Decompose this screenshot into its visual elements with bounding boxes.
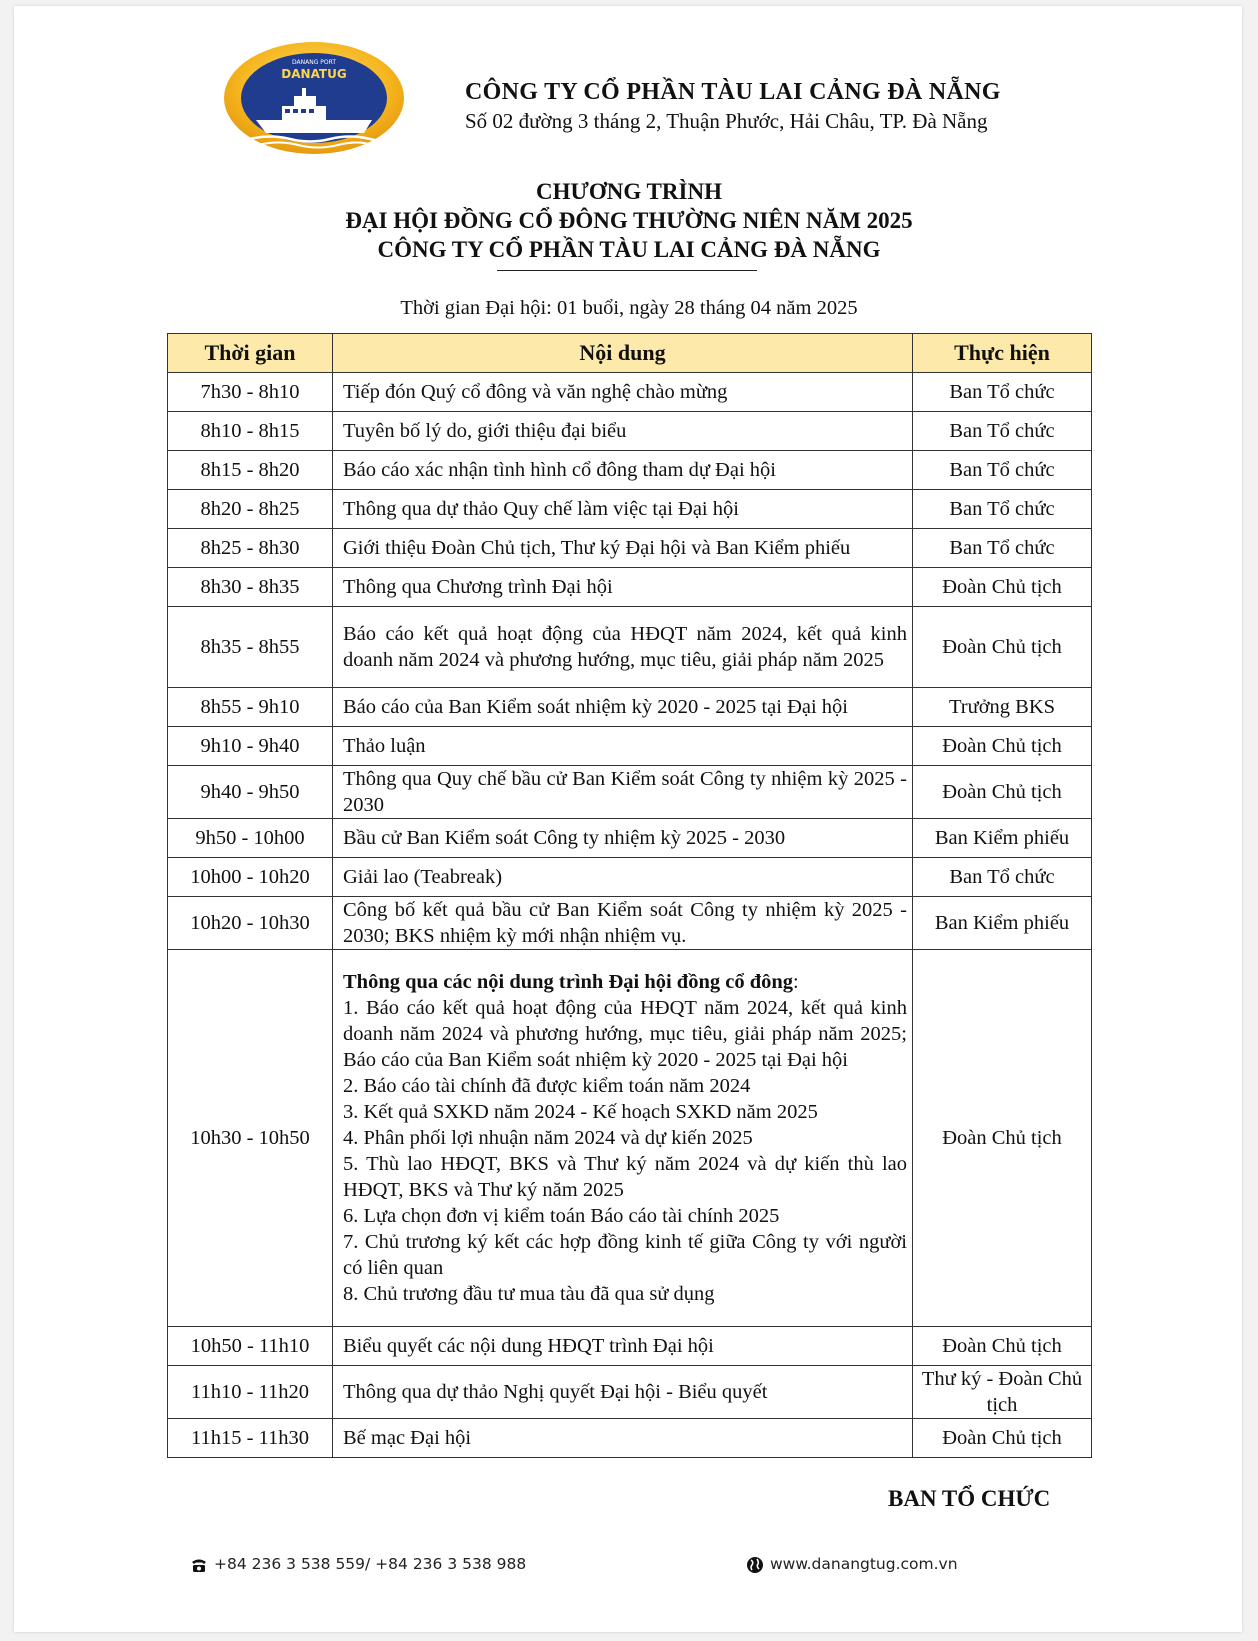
- list-item: 8. Chủ trương đầu tư mua tàu đã qua sử dụng: [343, 1283, 715, 1305]
- website-url[interactable]: www.danangtug.com.vn: [770, 1555, 958, 1573]
- row-time: 8h25 - 8h30: [168, 529, 333, 568]
- row-performer: Ban Tổ chức: [913, 412, 1092, 451]
- meeting-time: Thời gian Đại hội: 01 buổi, ngày 28 tháng 04 năm 2025: [400, 297, 858, 319]
- organizing-committee-signature: BAN TỔ CHỨC: [888, 1486, 1051, 1511]
- row-content: Tiếp đón Quý cổ đông và văn nghệ chào mừng: [333, 373, 913, 412]
- row-performer: Thư ký - Đoàn Chủ tịch: [913, 1366, 1092, 1419]
- row-performer: Ban Kiểm phiếu: [913, 819, 1092, 858]
- row-content: Thông qua dự thảo Quy chế làm việc tại Đại hội: [333, 490, 913, 529]
- row-time: 10h00 - 10h20: [168, 858, 333, 897]
- table-row: [168, 568, 1092, 607]
- row-content: Thảo luận: [333, 727, 913, 766]
- row-time: 8h20 - 8h25: [168, 490, 333, 529]
- row-performer: Đoàn Chủ tịch: [913, 766, 1092, 819]
- table-row: [168, 529, 1092, 568]
- company-address: Số 02 đường 3 tháng 2, Thuận Phước, Hải Châu, TP. Đà Nẵng: [465, 109, 988, 133]
- phone-numbers: +84 236 3 538 559/ +84 236 3 538 988: [214, 1555, 527, 1573]
- table-header-row: [168, 334, 1092, 373]
- row-performer: Đoàn Chủ tịch: [913, 727, 1092, 766]
- list-intro-bold: Thông qua các nội dung trình Đại hội đồng cổ đông: [343, 971, 793, 993]
- list-item: 3. Kết quả SXKD năm 2024 - Kế hoạch SXKD năm 2025: [343, 1101, 818, 1123]
- footer-phone: [190, 1555, 526, 1573]
- table-row: [168, 1327, 1092, 1366]
- table-row: [168, 412, 1092, 451]
- row-content: Công bố kết quả bầu cử Ban Kiểm soát Công ty nhiệm kỳ 2025 - 2030; BKS nhiệm kỳ mới nhận nhiệm vụ.: [333, 897, 913, 950]
- row-content: Biểu quyết các nội dung HĐQT trình Đại hội: [333, 1327, 913, 1366]
- row-performer: Đoàn Chủ tịch: [913, 1419, 1092, 1458]
- row-performer: Ban Kiểm phiếu: [913, 897, 1092, 950]
- row-time: 8h55 - 9h10: [168, 688, 333, 727]
- list-intro: [343, 969, 907, 995]
- row-performer: Đoàn Chủ tịch: [913, 607, 1092, 688]
- row-time: 8h15 - 8h20: [168, 451, 333, 490]
- table-row: [168, 727, 1092, 766]
- row-content: Giải lao (Teabreak): [333, 858, 913, 897]
- svg-text:DANANG PORT: DANANG PORT: [292, 59, 336, 66]
- row-time: 8h30 - 8h35: [168, 568, 333, 607]
- title-line-3: CÔNG TY CỔ PHẦN TÀU LAI CẢNG ĐÀ NẴNG: [377, 237, 881, 262]
- row-time: 7h30 - 8h10: [168, 373, 333, 412]
- row-time: 9h50 - 10h00: [168, 819, 333, 858]
- list-intro-colon: :: [793, 971, 799, 993]
- globe-icon: [746, 1556, 764, 1574]
- row-content-list: [333, 950, 913, 1327]
- table-row: [168, 373, 1092, 412]
- header-content: Nội dung: [333, 334, 913, 373]
- footer-website: [746, 1555, 958, 1574]
- list-item: 5. Thù lao HĐQT, BKS và Thư ký năm 2024 và dự kiến thù lao HĐQT, BKS và Thư ký năm 2025: [343, 1153, 907, 1201]
- list-item: 1. Báo cáo kết quả hoạt động của HĐQT năm 2024, kết quả kinh doanh năm 2024 và phương hướng, mục tiêu, giải pháp năm 2025; Báo cáo của Ban Kiểm soát nhiệm kỳ 2020 - 2025 tại Đại hội: [343, 997, 907, 1071]
- list-item: 2. Báo cáo tài chính đã được kiểm toán năm 2024: [343, 1075, 751, 1097]
- row-performer: Ban Tổ chức: [913, 858, 1092, 897]
- header-time: Thời gian: [168, 334, 333, 373]
- table-row: [168, 1419, 1092, 1458]
- row-time: 9h40 - 9h50: [168, 766, 333, 819]
- row-time: 8h35 - 8h55: [168, 607, 333, 688]
- danatug-logo: [222, 40, 406, 156]
- row-time: 10h50 - 11h10: [168, 1327, 333, 1366]
- row-time: 9h10 - 9h40: [168, 727, 333, 766]
- row-performer: Ban Tổ chức: [913, 529, 1092, 568]
- table-row: [168, 950, 1092, 1327]
- table-row: [168, 688, 1092, 727]
- title-underline: [497, 270, 757, 271]
- table-row: [168, 1366, 1092, 1419]
- phone-icon: [190, 1557, 208, 1573]
- row-time: 8h10 - 8h15: [168, 412, 333, 451]
- row-content: Tuyên bố lý do, giới thiệu đại biểu: [333, 412, 913, 451]
- row-performer: Trưởng BKS: [913, 688, 1092, 727]
- row-performer: Đoàn Chủ tịch: [913, 1327, 1092, 1366]
- svg-text:DANATUG: DANATUG: [281, 67, 347, 81]
- table-row: [168, 451, 1092, 490]
- row-content: Thông qua Quy chế bầu cử Ban Kiểm soát Công ty nhiệm kỳ 2025 - 2030: [333, 766, 913, 819]
- row-performer: Ban Tổ chức: [913, 490, 1092, 529]
- row-content: Báo cáo của Ban Kiểm soát nhiệm kỳ 2020 - 2025 tại Đại hội: [333, 688, 913, 727]
- row-time: 10h20 - 10h30: [168, 897, 333, 950]
- table-row: [168, 897, 1092, 950]
- agenda-table: [167, 333, 1092, 1458]
- header-performer: Thực hiện: [913, 334, 1092, 373]
- row-performer: Đoàn Chủ tịch: [913, 568, 1092, 607]
- row-time: 11h15 - 11h30: [168, 1419, 333, 1458]
- list-item: 7. Chủ trương ký kết các hợp đồng kinh tế giữa Công ty với người có liên quan: [343, 1231, 907, 1279]
- row-content: Báo cáo kết quả hoạt động của HĐQT năm 2024, kết quả kinh doanh năm 2024 và phương hướng, mục tiêu, giải pháp năm 2025: [333, 607, 913, 688]
- row-performer: Ban Tổ chức: [913, 451, 1092, 490]
- table-row: [168, 490, 1092, 529]
- document-title: [0, 177, 1258, 264]
- table-row: [168, 819, 1092, 858]
- title-line-2: ĐẠI HỘI ĐỒNG CỔ ĐÔNG THƯỜNG NIÊN NĂM 2025: [345, 208, 913, 233]
- row-content: Thông qua Chương trình Đại hội: [333, 568, 913, 607]
- title-line-1: CHƯƠNG TRÌNH: [536, 179, 722, 204]
- row-content: Giới thiệu Đoàn Chủ tịch, Thư ký Đại hội và Ban Kiểm phiếu: [333, 529, 913, 568]
- row-performer: Đoàn Chủ tịch: [913, 950, 1092, 1327]
- row-time: 11h10 - 11h20: [168, 1366, 333, 1419]
- list-item: 6. Lựa chọn đơn vị kiểm toán Báo cáo tài chính 2025: [343, 1205, 780, 1227]
- table-row: [168, 766, 1092, 819]
- row-content: Bầu cử Ban Kiểm soát Công ty nhiệm kỳ 2025 - 2030: [333, 819, 913, 858]
- row-performer: Ban Tổ chức: [913, 373, 1092, 412]
- list-item: 4. Phân phối lợi nhuận năm 2024 và dự kiến 2025: [343, 1127, 753, 1149]
- company-name: CÔNG TY CỔ PHẦN TÀU LAI CẢNG ĐÀ NẴNG: [465, 79, 1001, 105]
- table-row: [168, 607, 1092, 688]
- table-row: [168, 858, 1092, 897]
- row-content: Báo cáo xác nhận tình hình cổ đông tham dự Đại hội: [333, 451, 913, 490]
- row-content: Thông qua dự thảo Nghị quyết Đại hội - Biểu quyết: [333, 1366, 913, 1419]
- row-content: Bế mạc Đại hội: [333, 1419, 913, 1458]
- row-time: 10h30 - 10h50: [168, 950, 333, 1327]
